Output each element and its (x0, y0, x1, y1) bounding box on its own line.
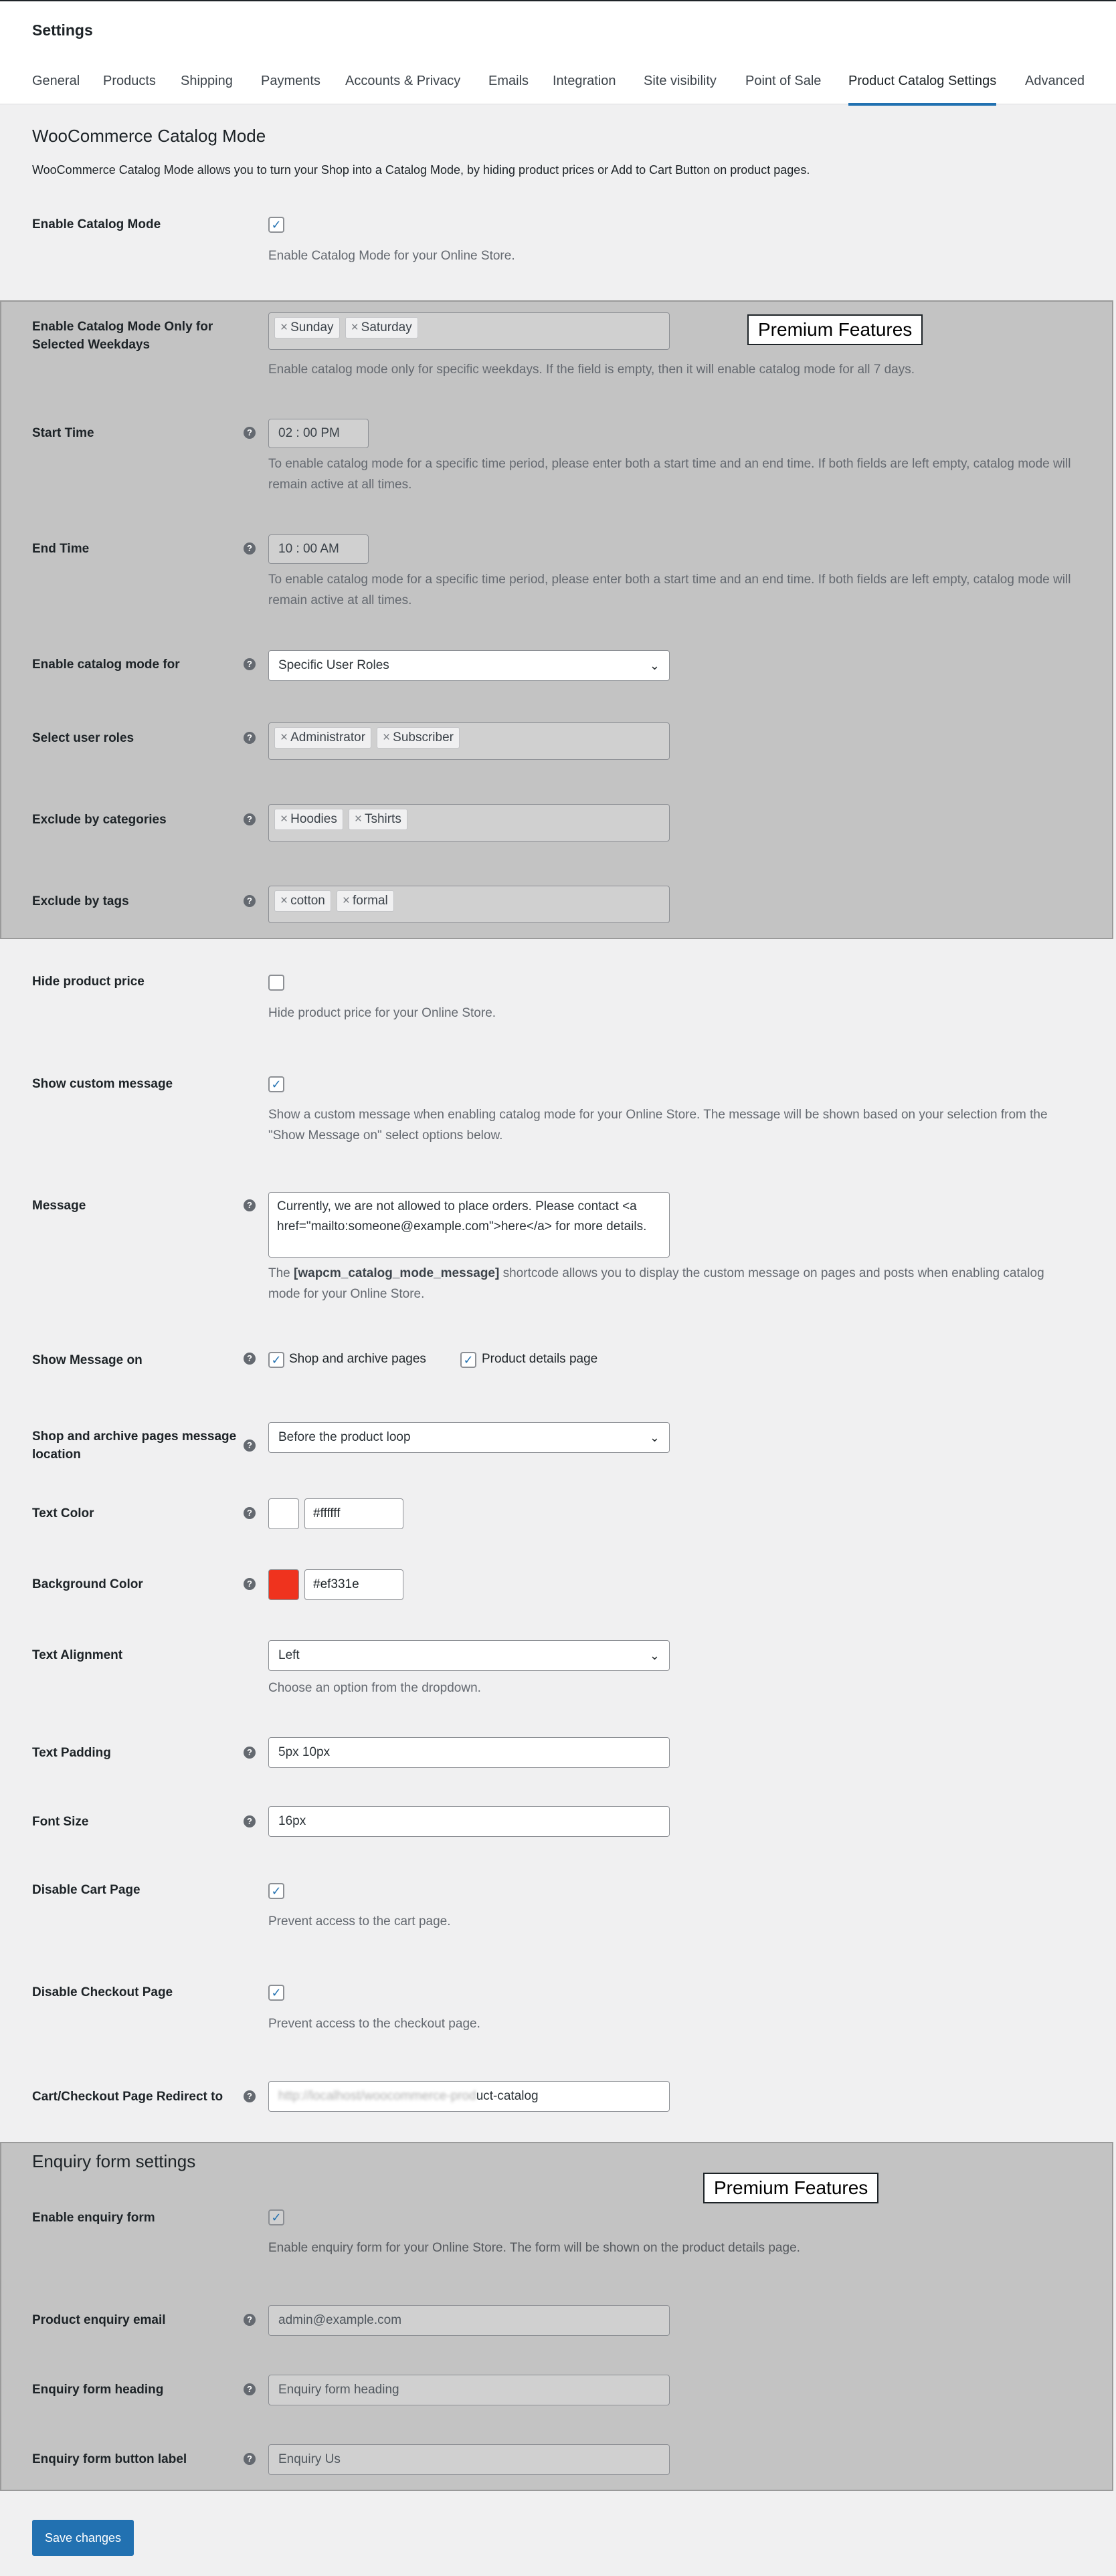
enquiry-heading-input[interactable]: Enquiry form heading (268, 2375, 670, 2405)
hide-price-desc: Hide product price for your Online Store. (268, 1006, 496, 1020)
redirect-url-blurred: http://localhost/woocommerce-prod (278, 2089, 476, 2103)
text-color-swatch[interactable] (268, 1498, 299, 1529)
redirect-url-input[interactable]: http://localhost/woocommerce-product-catalog (268, 2081, 670, 2112)
font-size-input[interactable]: 16px (268, 1806, 670, 1837)
enable-catalog-desc: Enable Catalog Mode for your Online Store. (268, 249, 515, 263)
tab-point-of-sale[interactable]: Point of Sale (745, 74, 822, 88)
help-icon[interactable]: ? (244, 1578, 256, 1590)
show-on-shop-checkbox[interactable] (268, 1352, 284, 1368)
tab-shipping[interactable]: Shipping (181, 74, 233, 88)
save-changes-button[interactable]: Save changes (32, 2520, 134, 2556)
start-time-desc: To enable catalog mode for a specific time period, please enter both a start time and an end time. If both fields are left empty, catalog mode will remain active at all times. (268, 457, 1071, 492)
show-on-product-label: Product details page (482, 1352, 598, 1366)
section-title-catalog: WooCommerce Catalog Mode (32, 126, 266, 146)
help-icon[interactable]: ? (244, 1353, 256, 1365)
label-enable-for: Enable catalog mode for (32, 658, 180, 672)
shortcode-text: [wapcm_catalog_mode_message] (294, 1266, 500, 1280)
label-custom-message: Show custom message (32, 1077, 173, 1091)
label-disable-checkout: Disable Checkout Page (32, 1985, 173, 1999)
message-textarea[interactable]: Currently, we are not allowed to place orders. Please contact <a href="mailto:someone@example.com">here</a> for more details. (268, 1192, 670, 1258)
label-user-roles: Select user roles (32, 731, 134, 745)
help-icon[interactable]: ? (244, 1747, 256, 1759)
exclude-categories-select[interactable] (268, 804, 670, 841)
help-icon[interactable]: ? (244, 658, 256, 670)
help-icon[interactable]: ? (244, 2383, 256, 2395)
help-icon[interactable]: ? (244, 1815, 256, 1827)
hide-price-checkbox[interactable] (268, 975, 284, 991)
checkmark-icon: ✓ (271, 1078, 282, 1091)
label-exclude-categories: Exclude by categories (32, 813, 167, 827)
label-text-color: Text Color (32, 1506, 94, 1520)
enable-enquiry-desc: Enable enquiry form for your Online Store. The form will be shown on the product details page. (268, 2241, 800, 2255)
checkmark-icon: ✓ (271, 1353, 282, 1367)
message-desc: The [wapcm_catalog_mode_message] shortcode allows you to display the custom message on pages and posts when enabling catalog mode for your Online Store. (268, 1266, 1044, 1301)
label-disable-cart: Disable Cart Page (32, 1883, 141, 1897)
label-enquiry-button: Enquiry form button label (32, 2452, 187, 2466)
label-enquiry-heading: Enquiry form heading (32, 2383, 164, 2397)
section-intro: WooCommerce Catalog Mode allows you to turn your Shop into a Catalog Mode, by hiding product prices or Add to Cart Button on product pages. (32, 163, 810, 177)
end-time-desc: To enable catalog mode for a specific time period, please enter both a start time and an end time. If both fields are left empty, catalog mode will remain active at all times. (268, 573, 1071, 607)
bg-color-input[interactable]: #ef331e (304, 1569, 403, 1600)
remove-chip-icon[interactable]: × (280, 812, 288, 826)
label-text-padding: Text Padding (32, 1746, 111, 1760)
label-message-location: Shop and archive pages message location (32, 1429, 237, 1462)
remove-chip-icon[interactable]: × (280, 894, 288, 908)
chevron-down-icon: ⌄ (649, 1649, 660, 1662)
premium-features-block (0, 300, 1113, 939)
label-show-on: Show Message on (32, 1353, 143, 1367)
label-bg-color: Background Color (32, 1577, 143, 1591)
label-weekdays: Enable Catalog Mode Only for Selected Weekdays (32, 320, 213, 352)
text-color-input[interactable]: #ffffff (304, 1498, 403, 1529)
premium-features-badge: Premium Features (747, 314, 923, 345)
tab-accounts-privacy[interactable]: Accounts & Privacy (345, 74, 461, 88)
help-icon[interactable]: ? (244, 2314, 256, 2326)
help-icon[interactable]: ? (244, 427, 256, 439)
enable-for-select[interactable]: Specific User Roles ⌄ (268, 650, 670, 681)
checkmark-icon: ✓ (271, 218, 282, 231)
remove-chip-icon[interactable]: × (342, 894, 350, 908)
disable-cart-checkbox[interactable] (268, 1883, 284, 1899)
weekdays-select[interactable] (268, 312, 670, 350)
enquiry-email-input[interactable]: admin@example.com (268, 2305, 670, 2336)
settings-header (0, 0, 1116, 104)
remove-chip-icon[interactable]: × (383, 730, 391, 745)
tab-product-catalog-settings[interactable]: Product Catalog Settings (848, 74, 996, 106)
checkmark-icon: ✓ (463, 1353, 474, 1367)
label-enable-enquiry: Enable enquiry form (32, 2211, 155, 2225)
help-icon[interactable]: ? (244, 2453, 256, 2465)
user-roles-select[interactable] (268, 722, 670, 760)
disable-cart-desc: Prevent access to the cart page. (268, 1914, 451, 1928)
label-enquiry-email: Product enquiry email (32, 2313, 166, 2327)
end-time-input[interactable]: 10 : 00 AM (268, 534, 369, 564)
label-end-time: End Time (32, 542, 90, 556)
disable-checkout-checkbox[interactable] (268, 1985, 284, 2001)
chevron-down-icon: ⌄ (649, 1431, 660, 1444)
custom-message-checkbox[interactable] (268, 1076, 284, 1092)
help-icon[interactable]: ? (244, 542, 256, 555)
enquiry-button-input[interactable]: Enquiry Us (268, 2444, 670, 2475)
bg-color-swatch[interactable] (268, 1569, 299, 1600)
remove-chip-icon[interactable]: × (280, 320, 288, 334)
tab-general[interactable]: General (32, 74, 80, 88)
help-icon[interactable]: ? (244, 2090, 256, 2102)
show-on-product-checkbox[interactable] (460, 1352, 476, 1368)
tab-emails[interactable]: Emails (488, 74, 529, 88)
text-alignment-desc: Choose an option from the dropdown. (268, 1681, 481, 1695)
enable-catalog-checkbox[interactable] (268, 217, 284, 233)
checkmark-icon: ✓ (271, 2211, 282, 2224)
chevron-down-icon: ⌄ (649, 659, 660, 672)
enable-enquiry-checkbox[interactable] (268, 2209, 284, 2225)
chip-weekday: × Saturday (345, 317, 418, 338)
disable-checkout-desc: Prevent access to the checkout page. (268, 2017, 480, 2031)
text-padding-input[interactable]: 5px 10px (268, 1737, 670, 1768)
checkmark-icon: ✓ (271, 1884, 282, 1898)
tab-advanced[interactable]: Advanced (1025, 74, 1085, 88)
custom-message-desc: Show a custom message when enabling catalog mode for your Online Store. The message will be shown based on your selection from the "Show Message on" select options below. (268, 1108, 1048, 1143)
label-redirect: Cart/Checkout Page Redirect to (32, 2090, 223, 2104)
label-enable-catalog: Enable Catalog Mode (32, 217, 161, 231)
page-title: Settings (32, 21, 93, 39)
show-on-shop-label: Shop and archive pages (289, 1352, 426, 1366)
tab-payments[interactable]: Payments (261, 74, 320, 88)
help-icon[interactable]: ? (244, 732, 256, 744)
start-time-input[interactable]: 02 : 00 PM (268, 419, 369, 448)
premium-features-badge: Premium Features (703, 2173, 878, 2203)
text-alignment-select[interactable]: Left ⌄ (268, 1640, 670, 1671)
remove-chip-icon[interactable]: × (354, 812, 362, 826)
help-icon[interactable]: ? (244, 813, 256, 825)
remove-chip-icon[interactable]: × (280, 730, 288, 745)
checkmark-icon: ✓ (271, 1986, 282, 1999)
tab-products[interactable]: Products (103, 74, 156, 88)
chip-tag: × formal (337, 890, 394, 912)
label-message: Message (32, 1199, 86, 1213)
message-location-select[interactable]: Before the product loop ⌄ (268, 1422, 670, 1453)
help-icon[interactable]: ? (244, 895, 256, 907)
help-icon[interactable]: ? (244, 1440, 256, 1452)
label-start-time: Start Time (32, 426, 94, 440)
help-icon[interactable]: ? (244, 1199, 256, 1211)
exclude-tags-select[interactable] (268, 886, 670, 923)
chip-role: × Subscriber (377, 727, 460, 749)
tab-integration[interactable]: Integration (553, 74, 616, 88)
label-exclude-tags: Exclude by tags (32, 894, 129, 908)
chip-tag: × cotton (274, 890, 331, 912)
chip-weekday: × Sunday (274, 317, 340, 338)
remove-chip-icon[interactable]: × (351, 320, 359, 334)
label-text-alignment: Text Alignment (32, 1648, 123, 1662)
section-title-enquiry: Enquiry form settings (32, 2151, 196, 2171)
help-icon[interactable]: ? (244, 1507, 256, 1519)
chip-category: × Hoodies (274, 809, 343, 830)
tab-site-visibility[interactable]: Site visibility (644, 74, 717, 88)
weekdays-desc: Enable catalog mode only for specific weekdays. If the field is empty, then it will enable catalog mode for all 7 days. (268, 363, 915, 377)
chip-role: × Administrator (274, 727, 371, 749)
label-font-size: Font Size (32, 1815, 89, 1829)
chip-category: × Tshirts (349, 809, 407, 830)
label-hide-price: Hide product price (32, 975, 145, 989)
